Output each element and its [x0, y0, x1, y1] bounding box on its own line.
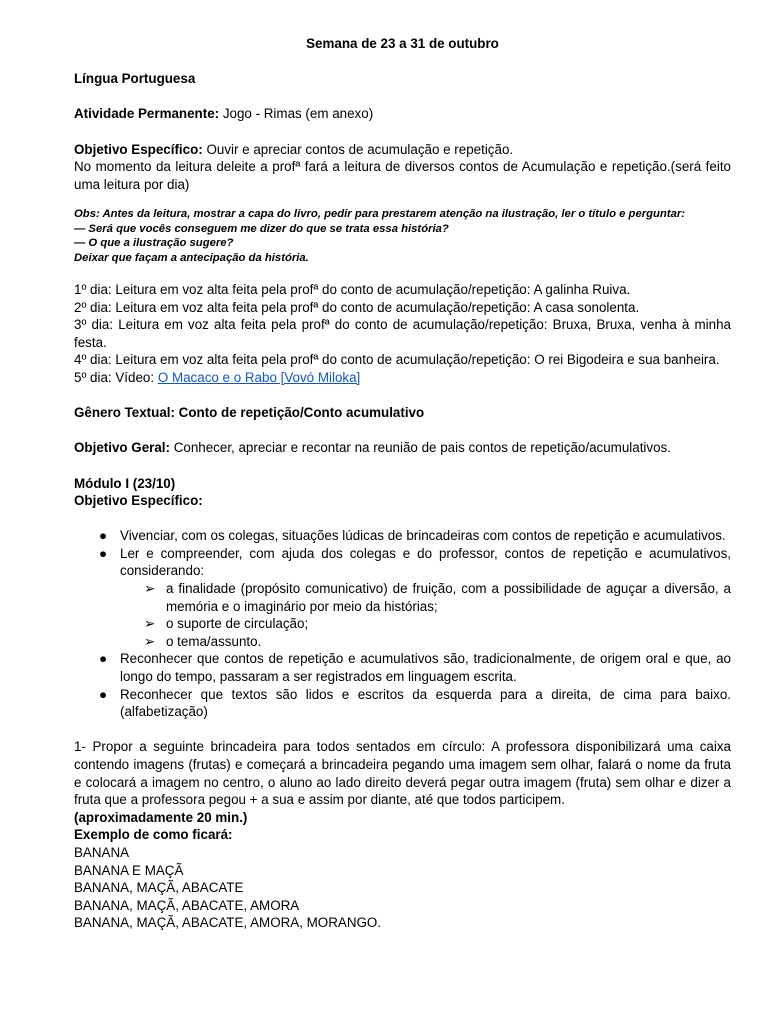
sub-list-item: ➢ a finalidade (propósito comunicativo) de fruição, com a possibilidade de aguçar a diversão, a memória e o imaginário por meio da histórias; [144, 581, 731, 614]
objetivo-geral-text: Conhecer, apreciar e recontar na reunião de pais contos de repetição/acumulativos. [170, 440, 671, 456]
atividade-text: Jogo - Rimas (em anexo) [219, 106, 374, 122]
bullet-icon: ● [98, 545, 108, 561]
objetivo-especifico-label: Objetivo Específico: [74, 141, 203, 157]
document-page [74, 35, 731, 932]
modulo-heading: Módulo I (23/10) [74, 475, 176, 491]
atividade-permanente [74, 105, 731, 123]
sub-list-item: ➢ o suporte de circulação; [144, 616, 309, 632]
list-item: ● Ler e compreender, com ajuda dos colegas e do professor, contos de repetição e acumulativos, considerando: ➢ a finalidade (propósito comunicativo) de fruição, com a possibilidade de aguçar a diversão, a memória e o imaginário por meio da histórias; ➢ o suporte de circulação; ➢ o tema/assunto. [74, 545, 731, 651]
objetivo-geral [74, 439, 731, 457]
page-title: Semana de 23 a 31 de outubro [306, 36, 499, 51]
arrow-bullet-icon: ➢ [144, 616, 156, 632]
objetivo-especifico-line [74, 141, 731, 159]
dia-2: 2º dia: Leitura em voz alta feita pela profª do conto de acumulação/repetição: A casa sonolenta. [74, 299, 640, 315]
bullet-icon: ● [98, 686, 108, 702]
arrow-bullet-icon: ➢ [144, 581, 156, 597]
momento-leitura: No momento da leitura deleite a profª fará a leitura de diversos contos de Acumulação e repetição.(será feito uma leitura por dia) [74, 159, 731, 192]
exemplo-label: Exemplo de como ficará: [74, 827, 233, 843]
bullet-icon: ● [98, 528, 108, 544]
atividade-label: Atividade Permanente: [74, 106, 220, 122]
dia-3: 3º dia: Leitura em voz alta feita pela profª do conto de acumulação/repetição: Bruxa, Bruxa, venha à minha festa. [74, 317, 731, 350]
sub-list [120, 580, 731, 650]
exemplo-line-3: BANANA, MAÇÃ, ABACATE [74, 880, 244, 896]
objetivo-especifico-heading: Objetivo Específico: [74, 493, 203, 509]
atividade-1-paragraph: 1- Propor a seguinte brincadeira para todos sentados em círculo: A professora disponibilizará uma caixa contendo imagens (frutas) e começará a brincadeira pegando uma imagem sem olhar, falará o nome da fruta e colocará a imagem no centro, o aluno ao lado direito deverá pegar outra imagem (fruta) sem olhar e dizer a fruta que a professora pegou + a sua e assim por diante, até que todos participem. [74, 739, 731, 808]
obs-line-3: — O que a ilustração sugere? [74, 237, 234, 250]
video-link[interactable]: O Macaco e o Rabo [Vovó Miloka] [157, 369, 361, 385]
list-item: ● Reconhecer que contos de repetição e acumulativos são, tradicionalmente, de origem oral e que, ao longo do tempo, passaram a ser registrados em linguagem escrita. [98, 651, 731, 685]
exemplo-line-5: BANANA, MAÇÃ, ABACATE, AMORA, MORANGO. [74, 915, 382, 931]
objectives-list [74, 527, 731, 721]
sub-list-item: ➢ o tema/assunto. [144, 633, 262, 649]
dia-1: 1º dia: Leitura em voz alta feita pela profª do conto de acumulação/repetição: A galinha Ruiva. [74, 281, 631, 297]
list-item: ● Vivenciar, com os colegas, situações lúdicas de brincadeiras com contos de repetição e acumulativos. [98, 528, 726, 544]
exemplo-line-4: BANANA, MAÇÃ, ABACATE, AMORA [74, 897, 300, 913]
arrow-bullet-icon: ➢ [144, 633, 156, 649]
dia-5 [74, 369, 731, 387]
dia-4: 4º dia: Leitura em voz alta feita pela profª do conto de acumulação/repetição: O rei Bigodeira e sua banheira. [74, 352, 720, 368]
genero-textual: Gênero Textual: Conto de repetição/Conto acumulativo [74, 405, 425, 421]
exemplo-line-2: BANANA E MAÇÃ [74, 862, 184, 878]
list-item: ● Reconhecer que textos são lidos e escritos da esquerda para a direita, de cima para baixo. (alfabetização) [98, 686, 731, 720]
dia-5-prefix: 5º dia: Vídeo: [74, 369, 158, 385]
bullet-icon: ● [98, 651, 108, 667]
obs-line-2: — Será que vocês conseguem me dizer do que se trata essa história? [74, 222, 449, 235]
obs-line-1: Obs: Antes da leitura, mostrar a capa do livro, pedir para prestarem atenção na ilustração, ler o título e perguntar: [74, 208, 686, 221]
exemplo-line-1: BANANA [74, 844, 130, 860]
objetivo-geral-label: Objetivo Geral: [74, 440, 170, 456]
objetivo-especifico-text: Ouvir e apreciar contos de acumulação e repetição. [202, 141, 514, 157]
obs-line-4: Deixar que façam a antecipação da história. [74, 251, 309, 264]
tempo-note: (aproximadamente 20 min.) [74, 809, 248, 825]
subject-heading: Língua Portuguesa [74, 71, 196, 87]
